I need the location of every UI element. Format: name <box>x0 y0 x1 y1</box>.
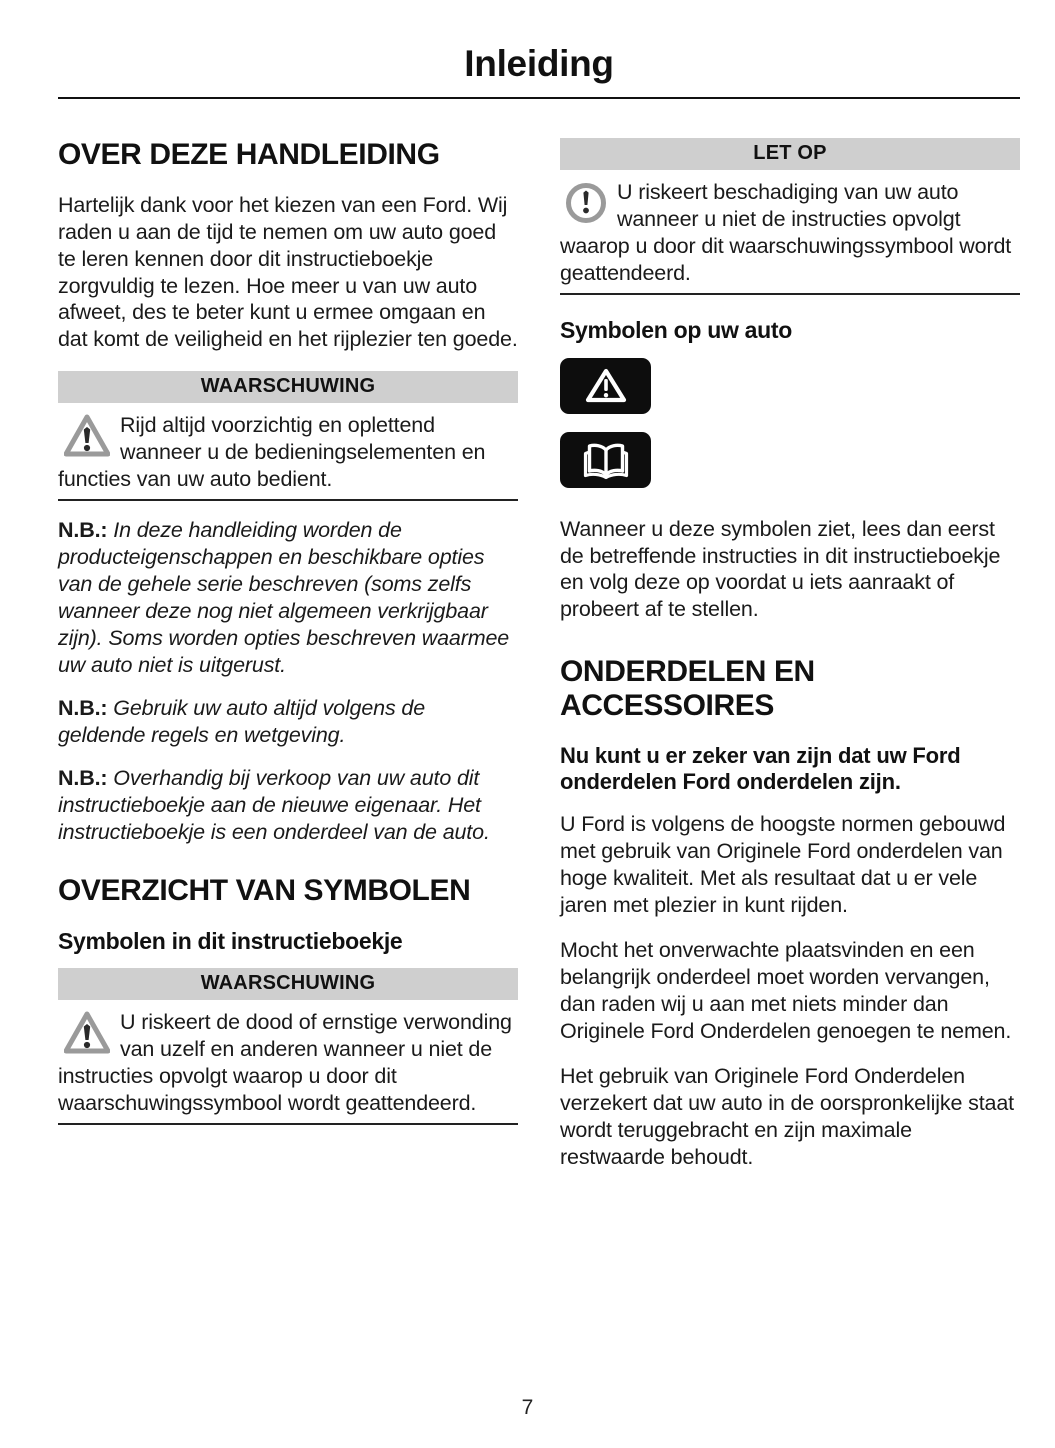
heading-over-deze-handleiding: OVER DEZE HANDLEIDING <box>58 138 440 171</box>
warning-triangle-tile-icon <box>560 358 651 414</box>
warning-text: U riskeert de dood of ernstige verwonding van uzelf en anderen wanneer u niet de instructies opvolgt waarop u door dit waarschuwingssymbool wordt geattendeerd. <box>58 1010 512 1116</box>
open-book-tile-icon <box>560 432 651 488</box>
heading-onderdelen-en-accessoires: ONDERDELEN EN ACCESSOIRES <box>560 655 815 723</box>
note-prefix: N.B.: <box>58 766 108 791</box>
vehicle-symbol-tiles <box>560 358 1020 488</box>
header-rule <box>58 97 1020 99</box>
left-column <box>58 138 518 1189</box>
parts-paragraph: Het gebruik van Originele Ford Onderdelen verzekert dat uw auto in de oorspronkelijke staat wordt teruggebracht en zijn maximale restwaarde behoudt. <box>560 1064 1014 1170</box>
subheading-symbolen-op-uw-auto: Symbolen op uw auto <box>560 316 792 343</box>
warning-bar-label: WAARSCHUWING <box>58 968 518 1000</box>
warning-closing-rule <box>58 499 518 501</box>
warning-triangle-icon <box>64 414 110 458</box>
caution-callout <box>560 138 1020 295</box>
page-number: 7 <box>521 1396 534 1419</box>
note-text: Gebruik uw auto altijd volgens de geldende regels en wetgeving. <box>58 696 426 748</box>
warning-callout-driving <box>58 371 518 501</box>
symbols-paragraph: Wanneer u deze symbolen ziet, lees dan eerst de betreffende instructies in dit instructieboekje en volg deze op voordat u iets aanraakt of probeert af te stellen. <box>560 516 1001 622</box>
warning-bar-label: WAARSCHUWING <box>58 371 518 403</box>
caution-closing-rule <box>560 293 1020 295</box>
caution-text: U riskeert beschadiging van uw auto wanneer u niet de instructies opvolgt waarop u door dit waarschuwingssymbool wordt geattendeerd. <box>560 180 1012 285</box>
right-column <box>560 138 1020 1189</box>
caution-body <box>560 170 1020 287</box>
parts-paragraph: Mocht het onverwachte plaatsvinden en een belangrijk onderdeel moet worden vervangen, dan raden wij u aan met niets minder dan Originele Ford Onderdelen genoegen te nemen. <box>560 938 1012 1044</box>
page-columns <box>58 138 1020 1189</box>
warning-body <box>58 1000 518 1117</box>
warning-closing-rule <box>58 1123 518 1125</box>
parts-lead-text: Nu kunt u er zeker van zijn dat uw Ford onderdelen Ford onderdelen zijn. <box>560 742 961 794</box>
caution-circle-icon <box>564 182 608 224</box>
intro-paragraph: Hartelijk dank voor het kiezen van een Ford. Wij raden u aan de tijd te nemen om uw auto goed te leren kennen door dit instructieboekje zorgvuldig te lezen. Hoe meer u van uw auto afweet, des te beter kunt u ermee omgaan en dat komt de veiligheid en het rijplezier ten goede. <box>58 192 518 352</box>
note-text: Overhandig bij verkoop van uw auto dit instructieboekje aan de nieuwe eigenaar. Het instructieboekje is een onderdeel van de auto. <box>58 766 490 844</box>
heading-overzicht-van-symbolen: OVERZICHT VAN SYMBOLEN <box>58 873 471 907</box>
parts-paragraph: U Ford is volgens de hoogste normen gebouwd met gebruik van Originele Ford onderdelen van hoge kwaliteit. Met als resultaat dat u er vele jaren met plezier in kunt rijden. <box>560 812 1006 918</box>
note-text: In deze handleiding worden de producteigenschappen en beschikbare opties van de gehele serie beschreven (soms zelfs wanneer deze nog niet algemeen verkrijgbaar zijn). Soms worden opties beschreven waarmee uw auto niet is uitgerust. <box>58 518 510 678</box>
warning-body <box>58 403 518 493</box>
note-item <box>58 695 518 749</box>
note-prefix: N.B.: <box>58 518 108 543</box>
page-title: Inleiding <box>464 43 614 84</box>
note-prefix: N.B.: <box>58 696 108 721</box>
warning-callout-death-injury <box>58 968 518 1125</box>
page-header <box>58 44 1020 99</box>
subheading-symbolen-in-dit-instructieboekje: Symbolen in dit instructieboekje <box>58 927 403 954</box>
caution-bar-label: LET OP <box>560 138 1020 170</box>
note-item <box>58 765 518 846</box>
warning-triangle-icon <box>64 1011 110 1055</box>
warning-text: Rijd altijd voorzichtig en oplettend wanneer u de bedieningselementen en functies van uw auto bedient. <box>58 413 486 492</box>
note-item <box>58 517 518 679</box>
